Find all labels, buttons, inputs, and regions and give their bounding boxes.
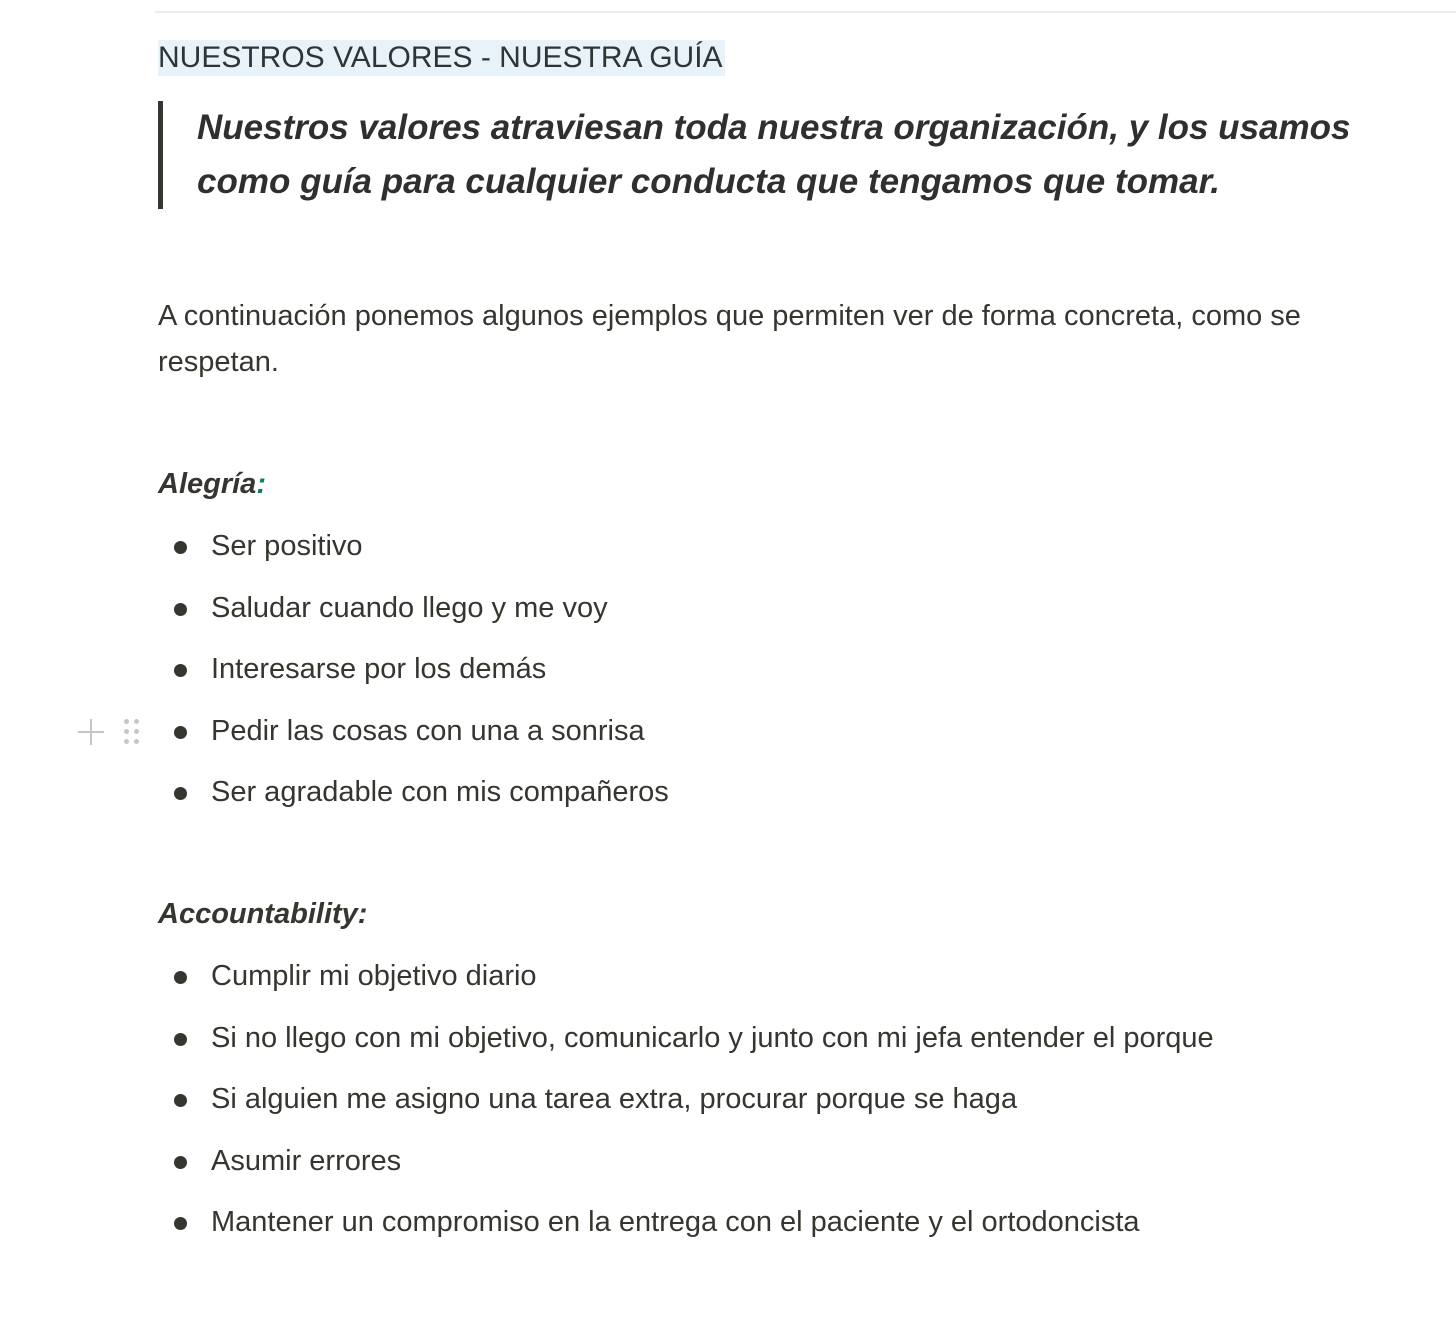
bullet-icon — [174, 664, 187, 677]
drag-handle-icon[interactable] — [123, 717, 141, 747]
list-item-text: Ser positivo — [211, 530, 363, 562]
bullet-icon — [174, 541, 187, 554]
list-item-text: Mantener un compromiso en la entrega con el paciente y el ortodoncista — [211, 1206, 1140, 1238]
list-item-text: Pedir las cosas con una a sonrisa — [211, 714, 645, 747]
bullet-icon — [174, 787, 187, 800]
bullet-icon — [174, 1217, 187, 1230]
bullet-icon — [174, 1156, 187, 1169]
top-divider — [155, 11, 1456, 13]
section-title-accountability[interactable]: Accountability: — [158, 898, 368, 930]
list-item-text: Interesarse por los demás — [211, 653, 547, 685]
intro-paragraph[interactable]: A continuación ponemos algunos ejemplos que permiten ver de forma concreta, como se respetan. — [158, 300, 1301, 378]
bullet-icon — [174, 971, 187, 984]
list-item-text: Saludar cuando llego y me voy — [211, 591, 608, 624]
section-title-colon: : — [256, 468, 266, 500]
bullet-icon — [174, 726, 187, 739]
bullet-icon — [174, 603, 187, 616]
section-title-text: Alegría — [158, 468, 257, 500]
quote-text: Nuestros valores atraviesan toda nuestra organización, y los usamos como guía para cualquier conducta que tengamos que tomar. — [197, 108, 1351, 201]
quote-block[interactable] — [158, 101, 1398, 209]
page-heading[interactable]: NUESTROS VALORES - NUESTRA GUÍA — [158, 41, 723, 74]
bullet-icon — [174, 1094, 187, 1107]
list-item-text: Si no llego con mi objetivo, comunicarlo y junto con mi jefa entender el porque — [211, 1021, 1214, 1054]
list-item-text: Cumplir mi objetivo diario — [211, 960, 537, 992]
list-item-text: Asumir errores — [211, 1144, 402, 1177]
bullet-icon — [174, 1033, 187, 1046]
plus-icon[interactable] — [76, 717, 106, 747]
block-hover-controls — [76, 713, 146, 749]
list-item-text: Ser agradable con mis compañeros — [211, 776, 669, 808]
list-item-text: Si alguien me asigno una tarea extra, procurar porque se haga — [211, 1083, 1018, 1115]
section-title-alegria[interactable] — [158, 466, 266, 502]
